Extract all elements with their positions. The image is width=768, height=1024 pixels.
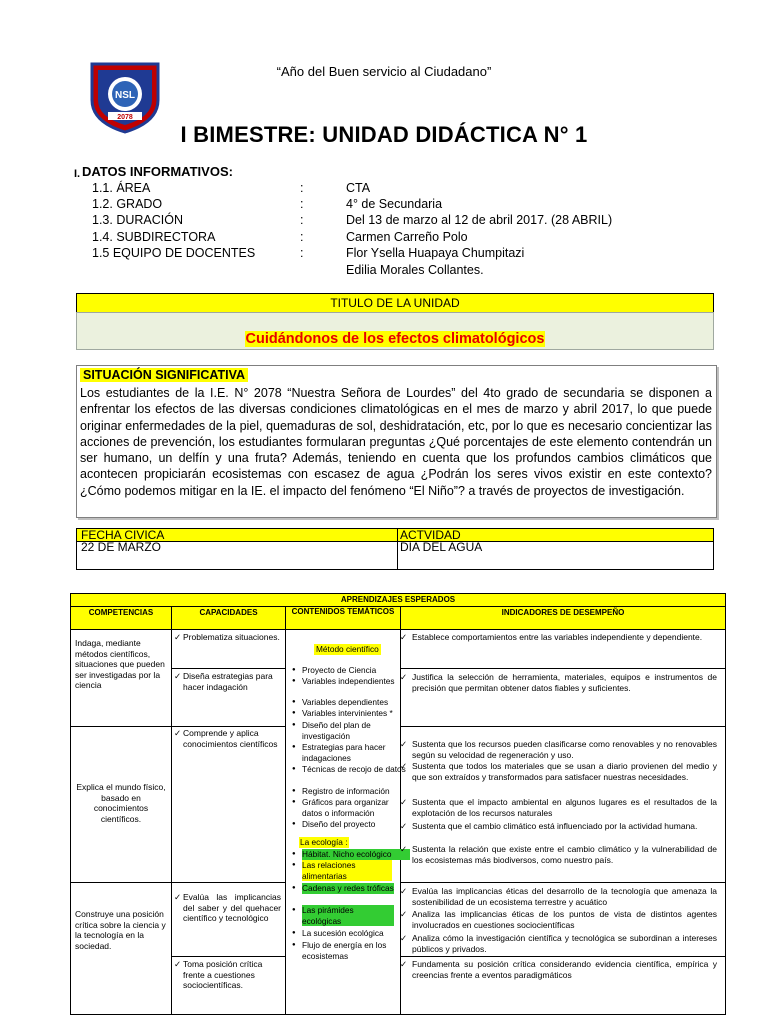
indicador: ✓ Establece comportamientos entre las variables independiente y dependiente. [412, 632, 717, 643]
info-colon: : [300, 213, 304, 227]
indicador: ✓ Sustenta que el cambio climático está influenciado por la actividad humana. [412, 821, 717, 832]
info-label: 1.4. SUBDIRECTORA [92, 230, 216, 244]
ecologia-label: La ecología : [300, 837, 348, 847]
info-colon: : [300, 230, 304, 244]
capacidad: ✓ Diseña estrategias para hacer indagación [183, 671, 281, 692]
info-label: 1.5 EQUIPO DE DOCENTES [92, 246, 256, 260]
unit-title-wrap [77, 330, 713, 348]
info-label: 1.3. DURACIÓN [92, 213, 183, 227]
indicador: ✓ Sustenta que el impacto ambiental en algunos lugares es el resultados de la explotación de los recursos naturales [412, 797, 717, 818]
indicador: ✓ Analiza las implicancias éticas de los puntos de vista de distintos agentes involucrados en cuestiones sociocientíficas [412, 909, 717, 930]
metodo-item: ● Registro de información [302, 786, 410, 797]
info-colon: : [300, 181, 304, 195]
indicador: ✓ Analiza cómo la investigación científica y tecnológica se subordinan a intereses públicos y privados. [412, 933, 717, 954]
info-label: 1.1. ÁREA [92, 181, 151, 195]
metodo-item: ● Técnicas de recojo de datos [302, 764, 410, 775]
capacidad: ✓ Toma posición crítica frente a cuestiones sociocientíficas. [183, 959, 281, 991]
indicador: ✓ Sustenta que los recursos pueden clasificarse como renovables y no renovables según su velocidad de regeneración y uso. [412, 739, 717, 760]
metodo-item: ● Diseño del plan de investigación [302, 720, 410, 741]
metodo-item: ● Variables independientes [302, 676, 410, 687]
capacidad: ✓ Evalúa las implicancias del saber y del quehacer científico y tecnológico [183, 892, 281, 924]
ecologia-item: ● Las relaciones alimentarias [302, 860, 392, 881]
indicador: ✓ Sustenta que todos los materiales que se usan a diario provienen del medio y que son extraídos y transformados para satisfacer nuestras necesidades. [412, 761, 717, 782]
col-indicadores: INDICADORES DE DESEMPEÑO [401, 607, 725, 629]
indicador: ✓ Evalúa las implicancias éticas del desarrollo de la tecnología que amenaza la sostenibilidad de un ecosistema terrestre y acuático [412, 886, 717, 907]
metodo-item: ● Gráficos para organizar datos o información [302, 797, 410, 818]
learning-table [70, 593, 726, 1015]
indicador: ✓ Justifica la selección de herramienta, materiales, equipos e instrumentos de precisión que permitan obtener datos fiables y suficientes. [412, 672, 717, 693]
section-heading: DATOS INFORMATIVOS: [82, 164, 233, 179]
divider [71, 726, 171, 727]
logo-text: NSL [115, 90, 135, 101]
info-colon: : [300, 197, 304, 211]
metodo-item: ● Diseño del proyecto [302, 819, 410, 830]
divider [171, 956, 285, 957]
competencia: Explica el mundo físico, basado en conocimientos científicos. [76, 782, 166, 824]
divider [171, 668, 285, 669]
year-motto: “Año del Buen servicio al Ciudadano” [276, 64, 492, 79]
ecologia-item: ● Cadenas y redes tróficas [302, 883, 394, 894]
civic-activity: DIA DEL AGUA [400, 540, 483, 554]
unit-title: Cuidándonos de los efectos climatológicos [245, 331, 545, 347]
situacion-text: Los estudiantes de la I.E. N° 2078 “Nuestra Señora de Lourdes” del 4to grado de secundaria se disponen a enfrentar los efectos de las diversas condiciones climatológicas en el mes de marzo y abril 2017, lo que puede originar enfermedades de la piel, quemaduras de sol, deshidratación, etc, por lo que es necesario concientizar las acciones de prevención, los estudiantes formularan preguntas ¿Qué porcentajes de este elemento contendrán un ser humano, un delfín y una fruta? Además, teniendo en cuenta que los profundos cambios climáticos que acontecen propiciarán ecosistemas con escasez de agua ¿Podrán los seres vivos existir en este contexto? ¿Cómo podemos mitigar en la IE. el impacto del fenómeno “El Niño”? a través de proyectos de investigación. [80, 386, 712, 498]
capacidad: ✓ Problematiza situaciones. [183, 632, 281, 643]
page-title: I BIMESTRE: UNIDAD DIDÁCTICA N° 1 [180, 122, 588, 147]
divider [400, 668, 725, 669]
info-colon: : [300, 246, 304, 260]
metodo-item: ● Proyecto de Ciencia [302, 665, 410, 676]
situacion-box [76, 365, 717, 518]
divider [397, 529, 398, 569]
logo-caption: 2078 [117, 114, 133, 121]
ecologia-item: ● Hábitat. Nicho ecológico [302, 849, 410, 860]
info-label: 1.2. GRADO [92, 197, 163, 211]
civic-date-header: FECHA CIVICA [77, 529, 398, 541]
metodo-item: ● Estrategias para hacer indagaciones [302, 742, 410, 763]
divider [71, 882, 171, 883]
metodo-item: ● Variables dependientes [302, 697, 410, 708]
divider [400, 882, 725, 883]
info-value: Carmen Carreño Polo [346, 230, 468, 244]
divider [400, 726, 725, 727]
ecologia-item: ● Flujo de energía en los ecosistemas [302, 940, 410, 961]
info-value: Flor Ysella Huapaya Chumpitazi [346, 246, 525, 260]
ecologia-item: ● Las pirámides ecológicas [302, 905, 394, 926]
indicador: ✓ Sustenta la relación que existe entre el cambio climático y la vulnerabilidad de los ecosistemas más biodiversos, como nuestro país. [412, 844, 717, 865]
section-number: I. [74, 168, 81, 180]
competencia: Indaga, mediante métodos científicos, situaciones que pueden ser investigadas por la ciencia [75, 638, 165, 690]
info-value: Edilia Morales Collantes. [346, 263, 484, 277]
unit-title-box [76, 312, 714, 350]
col-competencias: COMPETENCIAS [71, 607, 171, 629]
info-value: CTA [346, 181, 371, 195]
indicador: ✓ Fundamenta su posición crítica considerando evidencia científica, empírica y creencias frente a eventos paradigmáticos [412, 959, 717, 980]
civic-activity-header: ACTVIDAD [398, 529, 713, 541]
capacidad: ✓ Comprende y aplica conocimientos científicos [183, 728, 281, 749]
civic-date: 22 DE MARZO [81, 540, 162, 554]
metodo-item: ● Variables intervinientes * [302, 708, 410, 719]
divider [171, 882, 285, 883]
ecologia-item: ● La sucesión ecológica [302, 928, 410, 939]
info-value: Del 13 de marzo al 12 de abril 2017. (28 ABRIL) [346, 213, 613, 227]
divider [77, 541, 713, 542]
competencia: Construye una posición crítica sobre la ciencia y la tecnología en la sociedad. [75, 909, 166, 951]
col-capacidades: CAPACIDADES [172, 607, 285, 629]
situacion-heading: SITUACIÓN SIGNIFICATIVA [80, 368, 248, 382]
metodo-label: Método científico [316, 644, 379, 654]
contenidos-cell [286, 630, 406, 1014]
col-contenidos: CONTENIDOS TEMÁTICOS [286, 607, 400, 629]
divider [400, 956, 725, 957]
learning-table-title: APRENDIZAJES ESPERADOS [71, 594, 725, 606]
civic-table [76, 528, 714, 570]
info-value: 4° de Secundaria [346, 197, 443, 211]
divider [171, 726, 285, 727]
unit-title-header: TITULO DE LA UNIDAD [76, 293, 714, 313]
